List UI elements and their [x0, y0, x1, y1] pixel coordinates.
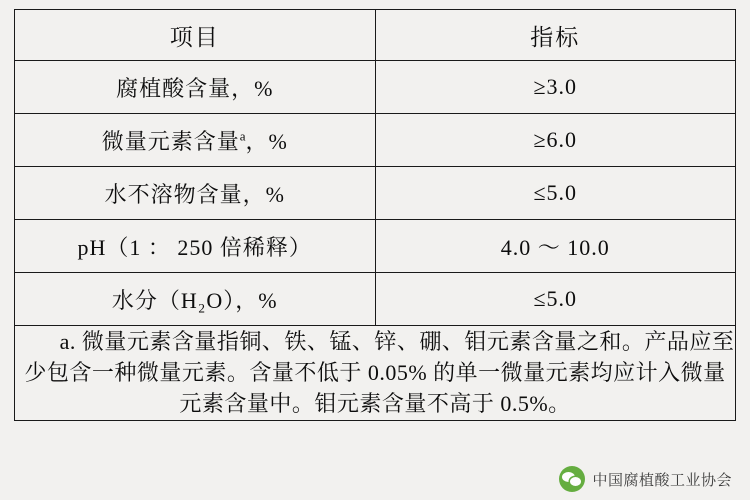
- cell-index-humic-acid: [375, 61, 736, 114]
- table-row: [15, 273, 736, 326]
- index-value: ≥6.0: [533, 127, 578, 152]
- cell-index-moisture: [375, 273, 736, 326]
- footnote-text: a. 微量元素含量指铜、铁、锰、锌、硼、钼元素含量之和。产品应至少包含一种微量元素。含量不低于 0.05% 的单一微量元素均应计入微量元素含量中。钼元素含量不高于 0.5%。: [24, 329, 735, 417]
- cell-item-water-insoluble: [15, 167, 376, 220]
- footnote-marker: a: [239, 128, 246, 144]
- item-label: 微量元素含量: [101, 128, 240, 154]
- table-row: [15, 220, 736, 273]
- index-value: ≥3.0: [533, 74, 578, 99]
- table-header-row: [15, 10, 736, 61]
- footnote-cell: [15, 326, 736, 421]
- index-value: ≤5.0: [533, 180, 578, 205]
- spec-table-container: [14, 9, 736, 421]
- index-value: ≤5.0: [533, 286, 578, 311]
- cell-index-water-insoluble: [375, 167, 736, 220]
- cell-item-humic-acid: [15, 61, 376, 114]
- cell-item-moisture: [15, 273, 376, 326]
- table-footnote-row: [15, 326, 736, 421]
- column-header-index: 指标: [375, 10, 736, 61]
- table-header: [15, 10, 736, 61]
- cell-index-ph: [375, 220, 736, 273]
- cell-item-ph: [15, 220, 376, 273]
- index-value: 4.0 ～ 10.0: [500, 234, 610, 260]
- cell-item-trace-elements: [15, 114, 376, 167]
- item-label: 水分（H₂O），%: [111, 287, 278, 313]
- table-row: [15, 167, 736, 220]
- wechat-icon: [559, 466, 585, 492]
- item-label: 水不溶物含量，%: [104, 181, 285, 207]
- cell-index-trace-elements: [375, 114, 736, 167]
- item-label: 腐植酸含量，%: [116, 75, 274, 101]
- item-label: pH（1 ： 250 倍稀释）: [77, 234, 312, 260]
- association-name: 中国腐植酸工业协会: [592, 471, 732, 489]
- item-label-tail: ，%: [245, 128, 288, 154]
- table-row: [15, 61, 736, 114]
- association-watermark: [559, 466, 732, 492]
- specification-table: [14, 9, 736, 421]
- column-header-item: 项目: [15, 10, 376, 61]
- table-body: [15, 61, 736, 421]
- table-row: [15, 114, 736, 167]
